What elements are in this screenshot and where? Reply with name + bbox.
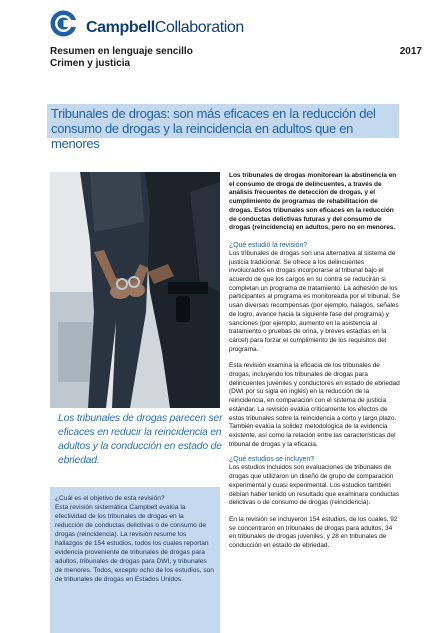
section-what-studied-paragraph-1: Los tribunales de drogas son una alternativa al sistema de justicia tradicional. Se ofrece a los delincuentes involucrados en drogas incorporarse al tribunal bajo el acuerdo de que los cargos en su contra se reducirán si completan un programa de tratamiento. La adhesión de los participantes al programa es monitoreada por el tribunal. Se usan diversas recompensas (por ejemplo, halagos, señales de logro, avance hacia la siguiente fase del programa) y sanciones (por ejemplo, aumento en la asistencia al tratamiento o pruebas de orina, y breves estadías en la cárcel) para forzar el cumplimiento de los requisitos del programa. bbox=[229, 249, 400, 353]
section-heading-what-studied: ¿Qué estudió la revisión? bbox=[229, 241, 308, 249]
section-what-studied-paragraph-2: Esta revisión examina la eficacia de los tribunales de drogas, incluyendo los tribunales de drogas para delincuentes juveniles y conductores en estado de ebriedad (DWI por su sigla en inglés) en la reducción de la reincidencia, en comparación con el sistema de justicia estándar. La revisión evalúa críticamente los efectos de estos tribunales sobre la reincidencia a corto y largo plazo. También evalúa la solidez metodológica de la evidencia existente, así como la relación entre las características del tribunal de drogas y la eficacia. bbox=[229, 362, 400, 448]
photo-illustration bbox=[50, 172, 220, 408]
brand-suffix: Collaboration bbox=[154, 19, 244, 36]
document-subtitle bbox=[50, 46, 193, 70]
campbell-logo-icon bbox=[50, 10, 77, 37]
title-band bbox=[47, 104, 399, 151]
campbell-logo bbox=[50, 10, 310, 38]
section-heading-studies-included: ¿Qué estudios se incluyen? bbox=[229, 456, 315, 464]
area-label: Crimen y justicia bbox=[50, 58, 131, 69]
intro-summary: Los tribunales de drogas monitorean la abstinencia en el consumo de droga de delincuentes, a través de análisis frecuentes de detección de drogas, y el cumplimiento de programas de rehabilitación de drogas. Estos tribunales son eficaces en la reducción de conductas delictivas futuras y del consumo de drogas (reincidencia) en adultos, pero no en menores. bbox=[229, 172, 397, 232]
pull-quote: Los tribunales de drogas parecen ser eficaces en reducir la reincidencia en adultos y la conducción en estado de ebriedad. bbox=[58, 413, 223, 466]
publication-year: 2017 bbox=[399, 46, 422, 57]
right-column bbox=[229, 172, 401, 551]
section-studies-included-paragraph-2: En la revisión se incluyeron 154 estudios, de los cuales, 92 se concentraron en tribunales de drogas para adultos, 34 en tribunales de drogas juveniles, y 28 en tribunales de conducción en estado de ebriedad. bbox=[229, 515, 398, 550]
objective-heading: ¿Cuál es el objetivo de esta revisión? bbox=[55, 495, 165, 502]
objective-body: Esta revisión sistemática Campbell evalúa la efectividad de los tribunales de drogas en la reducción de conductas delictivas o de consumo de drogas (reincidencia). La revisión resume los hallazgos de 154 estudios, todos los cuales reportan evidencia proveniente de tribunales de drogas para adultos, tribunales de drogas para DWI, y tribunales de menores. Todos, excepto ocho de los estudios, son de tribunales de drogas en Estados Unidos. bbox=[55, 504, 214, 583]
handcuffed-person-photo bbox=[50, 172, 220, 408]
page-title: Tribunales de drogas: son más eficaces en la reducción del consumo de drogas y la reincidencia en adultos que en menores bbox=[51, 106, 376, 151]
brand-name bbox=[86, 19, 244, 37]
brand-prefix: Campbell bbox=[86, 19, 155, 36]
objective-box bbox=[50, 487, 220, 633]
series-label: Resumen en lenguaje sencillo bbox=[50, 46, 193, 57]
section-studies-included-paragraph-1: Los estudios incluidos son evaluaciones de tribunales de drogas que utilizaron un diseño de grupo de comparación experimental y cuasi experimental. Los estudios también debían haber tenido un resultado que examinara conductas delictivas o de consumo de drogas (reincidencia). bbox=[229, 464, 400, 507]
